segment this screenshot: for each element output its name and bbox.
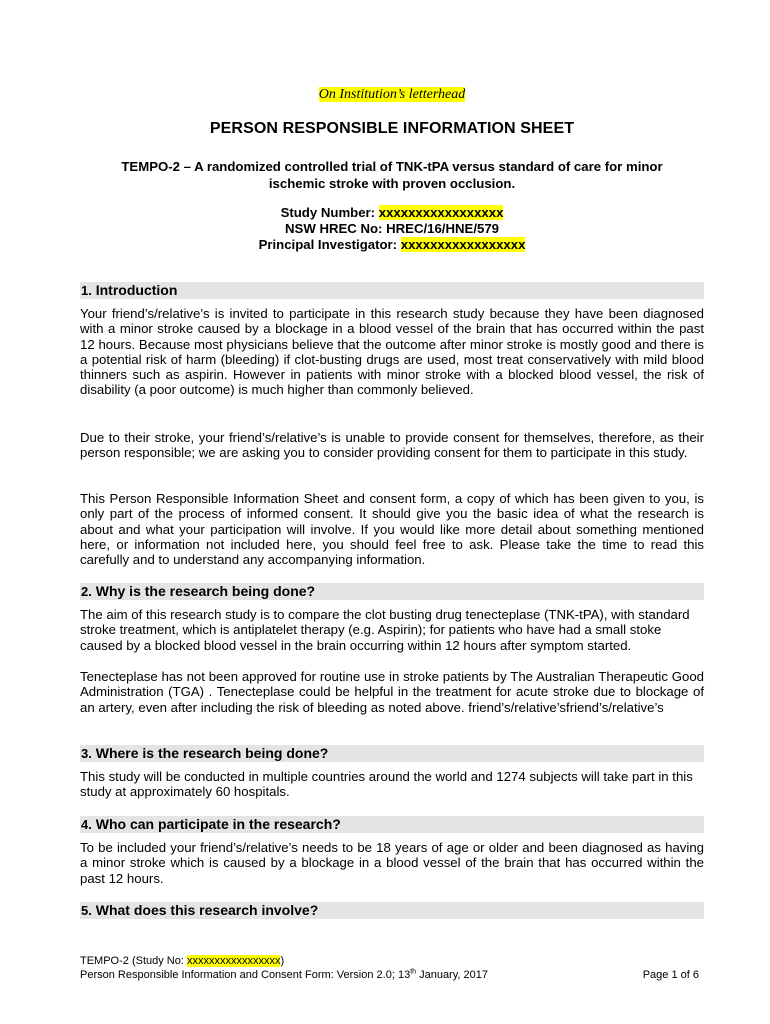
section-heading-why: 2. Why is the research being done? (80, 583, 704, 600)
trial-title: TEMPO-2 – A randomized controlled trial of TNK-tPA versus standard of care for minor ischemic stroke with proven occlusion. (121, 159, 663, 191)
page-footer (80, 954, 704, 982)
footer-version-line: Person Responsible Information and Consent Form: Version 2.0; 13th January, 2017 Page 1 of 6 (80, 968, 699, 981)
study-number: Study Number: xxxxxxxxxxxxxxxxx (280, 205, 504, 220)
section-heading-who: 4. Who can participate in the research? (80, 816, 704, 833)
section-heading-where: 3. Where is the research being done? (80, 745, 704, 762)
study-details (80, 205, 704, 253)
document-title: PERSON RESPONSIBLE INFORMATION SHEET (209, 120, 575, 137)
footer-study-line: TEMPO-2 (Study No: xxxxxxxxxxxxxxxxx) (80, 955, 285, 967)
principal-investigator: Principal Investigator: xxxxxxxxxxxxxxxxx (258, 237, 526, 252)
paragraph: To be included your friend’s/relative’s needs to be 18 years of age or older and been diagnosed as having a minor stroke which is caused by a blockage in a blood vessel of the brain that has occurred within the past 12 hours. (80, 840, 704, 886)
hrec-number: NSW HREC No: HREC/16/HNE/579 (285, 221, 499, 236)
study-number-value: xxxxxxxxxxxxxxxxx (378, 205, 504, 220)
paragraph: Tenecteplase has not been approved for routine use in stroke patients by The Australian Therapeutic Good Administration (TGA) . Tenecteplase could be helpful in the treatment for acute stroke due to blockage of an artery, even after including the risk of bleeding as noted above. friend’s/relative’sfriend’s/relative’s (80, 669, 704, 715)
paragraph: This Person Responsible Information Sheet and consent form, a copy of which has been given to you, is only part of the process of informed consent. It should give you the basic idea of what the research is about and what your participation will involve. If you would like more detail about something mentioned here, or information not included here, you should feel free to ask. Please take the time to read this carefully and to understand any accompanying information. (80, 491, 704, 568)
page-number: Page 1 of 6 (642, 969, 699, 981)
paragraph: Due to their stroke, your friend’s/relative’s is unable to provide consent for themselves, therefore, as their person responsible; we are asking you to consider providing consent for them to participate in this study. (80, 430, 704, 461)
section-heading-introduction: 1. Introduction (80, 282, 704, 299)
paragraph: The aim of this research study is to compare the clot busting drug tenecteplase (TNK-tPA), with standard stroke treatment, which is antiplatelet therapy (e.g. Aspirin); for patients who have had a small stoke caused by a blocked blood vessel in the brain occurring within 12 hours after symptom started. (80, 607, 690, 653)
letterhead-note: On Institution’s letterhead (318, 87, 466, 102)
principal-investigator-value: xxxxxxxxxxxxxxxxx (400, 237, 526, 252)
paragraph: Your friend’s/relative’s is invited to participate in this research study because they have been diagnosed with a minor stroke caused by a blockage in a blood vessel of the brain that has occurred within the past 12 hours. Because most physicians believe that the outcome after minor stroke is mostly good and there is a potential risk of harm (bleeding) if clot-busting drugs are used, most treat conservatively with mild blood thinners such as aspirin. However in patients with minor stroke with a blocked blood vessel, the risk of disability (a poor outcome) is much higher than commonly believed. (80, 306, 704, 398)
section-heading-what: 5. What does this research involve? (80, 902, 704, 919)
paragraph: This study will be conducted in multiple countries around the world and 1274 subjects will take part in this study at approximately 60 hospitals. (80, 769, 693, 800)
